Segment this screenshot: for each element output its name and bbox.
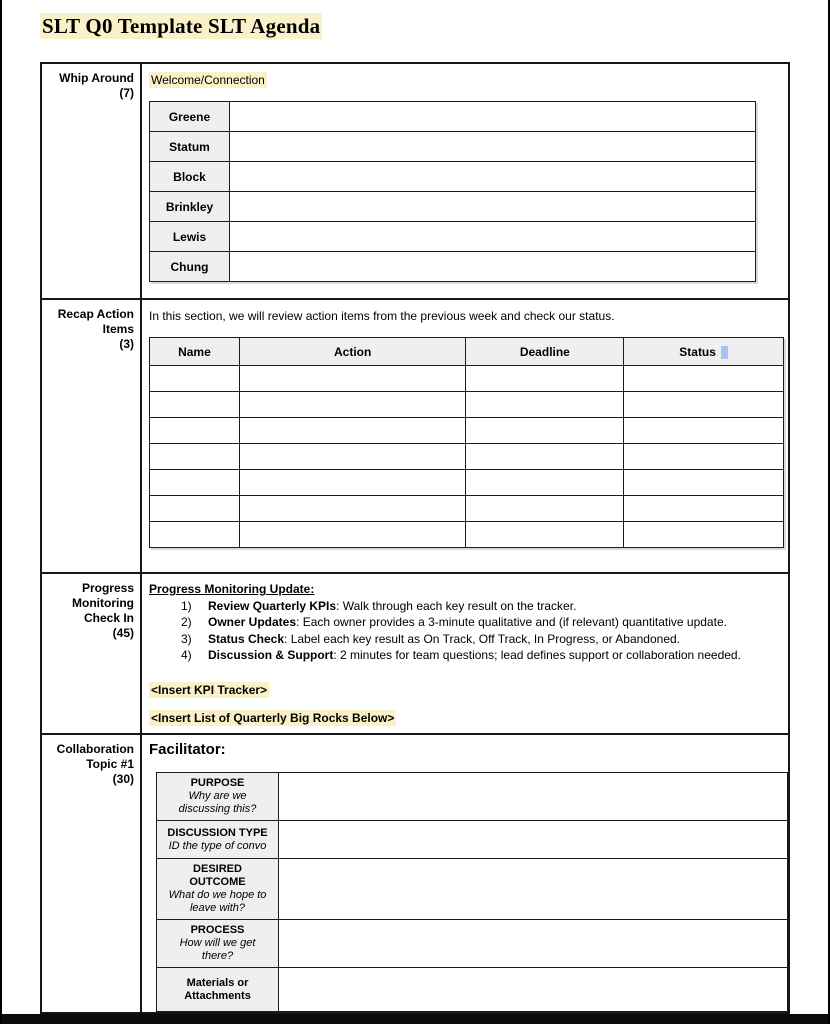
empty-cell[interactable] (150, 366, 240, 392)
collab-content (142, 735, 788, 1012)
list-item-body (208, 614, 727, 631)
section-label: Collaboration Topic #1 (56, 742, 134, 771)
section-row-collab (41, 734, 789, 1013)
purpose-input-cell[interactable] (279, 773, 788, 821)
person-name-cell: Statum (150, 132, 230, 162)
whip-heading: Welcome/Connection (151, 73, 265, 87)
row-subtitle: What do we hope to leave with? (168, 889, 267, 914)
insert-kpi-placeholder-line (149, 682, 780, 699)
materials-input-cell[interactable] (279, 968, 788, 1012)
table-header-row (150, 338, 784, 366)
response-cell[interactable] (230, 222, 756, 252)
purpose-label-cell (157, 773, 279, 821)
person-name-cell: Chung (150, 252, 230, 282)
row-title: PURPOSE (190, 777, 245, 789)
empty-cell[interactable] (239, 470, 466, 496)
empty-cell[interactable] (624, 444, 784, 470)
empty-cell[interactable] (239, 366, 466, 392)
response-cell[interactable] (230, 132, 756, 162)
status-header-text: Status (679, 344, 716, 359)
agenda-table (40, 62, 790, 1014)
section-row-whip-around (41, 63, 789, 299)
progress-content-cell (141, 573, 789, 734)
list-item-body (208, 631, 680, 648)
person-name-cell: Brinkley (150, 192, 230, 222)
insert-rocks-placeholder[interactable]: <Insert List of Quarterly Big Rocks Below> (151, 711, 395, 725)
list-number: 1) (181, 598, 192, 613)
materials-label-cell (157, 968, 279, 1012)
action-items-table (149, 337, 784, 548)
row-title: DISCUSSION TYPE (167, 826, 268, 839)
empty-cell[interactable] (624, 418, 784, 444)
list-item-label: Owner Updates (208, 615, 297, 629)
column-header-deadline: Deadline (466, 338, 624, 366)
list-item-body (208, 598, 576, 615)
whip-heading-line (149, 73, 788, 88)
desired-outcome-label-cell (157, 859, 279, 920)
list-number: 3) (181, 631, 192, 646)
collab-topic-table (156, 772, 788, 1012)
empty-cell[interactable] (239, 418, 466, 444)
insert-kpi-placeholder[interactable]: <Insert KPI Tracker> (151, 682, 268, 697)
facilitator-heading: Facilitator: (149, 741, 226, 758)
collab-content-cell (141, 734, 789, 1013)
list-item-label: Review Quarterly KPIs (208, 598, 337, 613)
empty-cell[interactable] (150, 392, 240, 418)
empty-cell[interactable] (239, 444, 466, 470)
row-title: DESIRED OUTCOME (189, 863, 246, 888)
section-label: Recap Action Items (57, 307, 134, 336)
section-row-progress (41, 573, 789, 734)
table-row (150, 418, 784, 444)
recap-label-cell (41, 299, 141, 573)
insert-rocks-placeholder-line (149, 710, 780, 727)
table-row (150, 102, 756, 132)
empty-cell[interactable] (466, 418, 624, 444)
table-row (150, 162, 756, 192)
response-cell[interactable] (230, 102, 756, 132)
table-row (157, 773, 788, 821)
desired-outcome-input-cell[interactable] (279, 859, 788, 920)
section-label: Whip Around (59, 71, 134, 85)
progress-list-item (149, 647, 780, 664)
recap-intro: In this section, we will review action items from the previous week and check our status. (149, 309, 615, 323)
row-subtitle: ID the type of convo (168, 839, 267, 852)
table-row (150, 252, 756, 282)
empty-cell[interactable] (624, 366, 784, 392)
table-row (157, 968, 788, 1012)
whip-around-table (149, 101, 756, 282)
page-title-text: SLT Q0 Template SLT Agenda (42, 14, 321, 38)
whip-label-cell (41, 63, 141, 299)
person-name-cell: Block (150, 162, 230, 192)
row-subtitle: How will we get there? (179, 937, 256, 962)
empty-cell[interactable] (466, 444, 624, 470)
list-item-body (208, 647, 741, 664)
empty-cell[interactable] (624, 496, 784, 522)
collaborator-cursor (721, 346, 728, 359)
empty-cell[interactable] (150, 444, 240, 470)
table-row (150, 192, 756, 222)
empty-cell[interactable] (624, 392, 784, 418)
response-cell[interactable] (230, 192, 756, 222)
empty-cell[interactable] (466, 470, 624, 496)
empty-cell[interactable] (239, 496, 466, 522)
progress-heading: Progress Monitoring Update: (149, 582, 315, 596)
empty-cell[interactable] (466, 392, 624, 418)
list-item-text: : Each owner provides a 3-minute qualitative and (if relevant) quantitative update. (296, 615, 727, 629)
column-header-action: Action (239, 338, 466, 366)
row-title: PROCESS (190, 924, 245, 936)
empty-cell[interactable] (466, 496, 624, 522)
table-row (157, 920, 788, 968)
empty-cell[interactable] (466, 522, 624, 548)
row-title: Materials or Attachments (184, 976, 251, 1002)
row-subtitle: Why are we discussing this? (178, 790, 257, 815)
discussion-type-input-cell[interactable] (279, 821, 788, 859)
empty-cell[interactable] (239, 522, 466, 548)
progress-list-item (149, 631, 780, 648)
list-item-label: Status Check (208, 631, 285, 646)
section-label: Progress Monitoring Check In (72, 581, 134, 625)
section-duration: (30) (112, 772, 134, 786)
table-row (150, 444, 784, 470)
table-row (150, 470, 784, 496)
section-duration: (45) (112, 626, 134, 640)
empty-cell[interactable] (150, 470, 240, 496)
empty-cell[interactable] (624, 522, 784, 548)
column-header-status (624, 338, 784, 366)
collab-label-cell (41, 734, 141, 1013)
table-row (150, 366, 784, 392)
list-item-text: : Label each key result as On Track, Off Track, In Progress, or Abandoned. (284, 631, 681, 646)
empty-cell[interactable] (150, 418, 240, 444)
person-name-cell: Lewis (150, 222, 230, 252)
table-row (157, 859, 788, 920)
table-row (150, 522, 784, 548)
list-number: 4) (181, 648, 192, 662)
process-label-cell (157, 920, 279, 968)
table-row (150, 496, 784, 522)
column-header-name: Name (150, 338, 240, 366)
section-row-recap (41, 299, 789, 573)
person-name-cell: Greene (150, 102, 230, 132)
empty-cell[interactable] (150, 522, 240, 548)
section-duration: (3) (119, 337, 134, 351)
table-row (150, 132, 756, 162)
progress-list-item (149, 598, 780, 615)
recap-content-cell (141, 299, 789, 573)
progress-content (142, 574, 788, 727)
window-bottom-edge (0, 1014, 830, 1024)
list-number: 2) (181, 615, 192, 629)
progress-list-item (149, 614, 780, 631)
list-item-label: Discussion & Support (208, 648, 334, 662)
list-item-text: : 2 minutes for team questions; lead defines support or collaboration needed. (333, 648, 741, 662)
empty-cell[interactable] (466, 366, 624, 392)
table-row (157, 821, 788, 859)
empty-cell[interactable] (239, 392, 466, 418)
process-input-cell[interactable] (279, 920, 788, 968)
list-item-text: : Walk through each key result on the tracker. (336, 598, 577, 613)
progress-label-cell (41, 573, 141, 734)
empty-cell[interactable] (150, 496, 240, 522)
discussion-type-label-cell (157, 821, 279, 859)
response-cell[interactable] (230, 252, 756, 282)
whip-content-cell (141, 63, 789, 299)
section-duration: (7) (119, 86, 134, 100)
response-cell[interactable] (230, 162, 756, 192)
table-row (150, 392, 784, 418)
page-title (40, 14, 828, 39)
table-row (150, 222, 756, 252)
empty-cell[interactable] (624, 470, 784, 496)
